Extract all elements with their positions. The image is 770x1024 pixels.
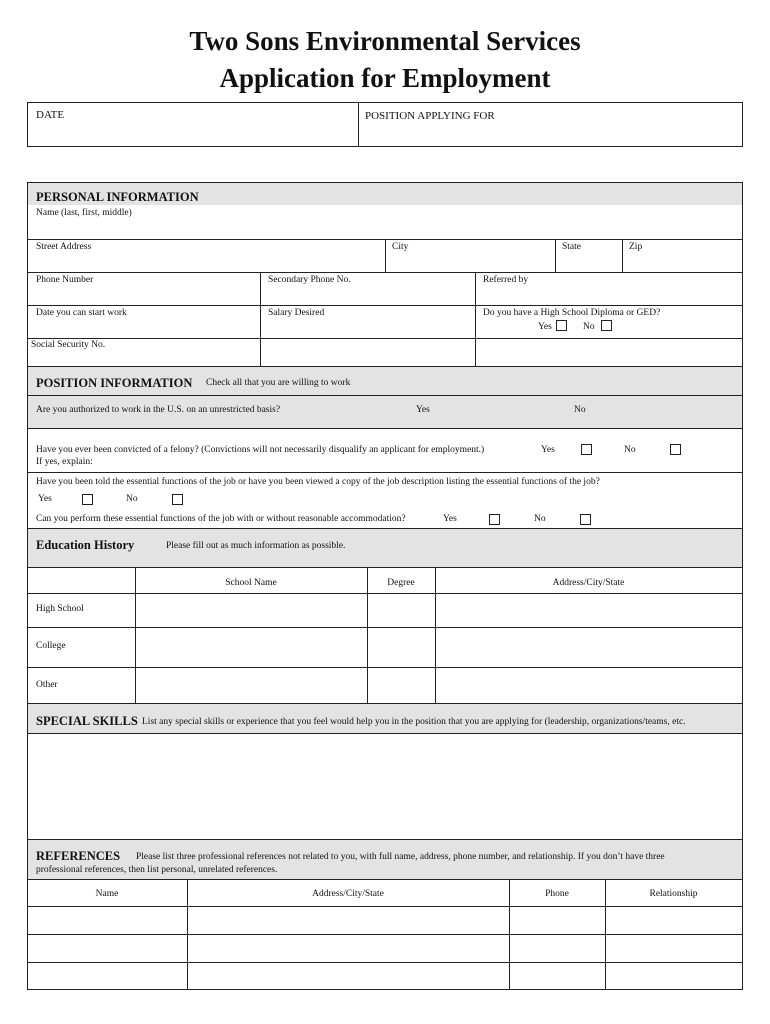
- education-note: Please fill out as much information as possible.: [166, 541, 346, 551]
- education-col-address: Address/City/State: [552, 578, 625, 588]
- references-note-line1: Please list three professional references not related to you, with full name, address, phone number, and relationship. If you don’t have three: [136, 852, 665, 862]
- salary-field[interactable]: [264, 320, 472, 336]
- divider: [475, 272, 476, 367]
- diploma-yes-label: Yes: [538, 322, 552, 332]
- start-date-label: Date you can start work: [36, 308, 127, 318]
- state-field[interactable]: [559, 254, 619, 270]
- high-school-degree-field[interactable]: [370, 597, 432, 625]
- position-heading: POSITION INFORMATION: [36, 376, 193, 390]
- essential-no-checkbox[interactable]: [172, 494, 183, 505]
- name-label: Name (last, first, middle): [36, 208, 132, 218]
- college-address-field[interactable]: [439, 631, 739, 664]
- reference-3-name-field[interactable]: [31, 965, 184, 987]
- row-line: [27, 627, 743, 628]
- ssn-field[interactable]: [32, 352, 257, 365]
- references-col-address: Address/City/State: [312, 889, 384, 899]
- reference-3-address-field[interactable]: [191, 965, 506, 987]
- reference-1-phone-field[interactable]: [513, 909, 602, 931]
- reference-2-address-field[interactable]: [191, 937, 506, 959]
- city-field[interactable]: [389, 254, 552, 270]
- row-line: [27, 962, 743, 963]
- references-col-phone: Phone: [545, 889, 569, 899]
- reference-2-phone-field[interactable]: [513, 937, 602, 959]
- secondary-phone-field[interactable]: [264, 287, 472, 303]
- zip-field[interactable]: [626, 254, 739, 270]
- divider: [385, 239, 386, 272]
- row-line: [27, 472, 743, 473]
- essential-yes-label: Yes: [38, 494, 52, 504]
- start-date-field[interactable]: [32, 320, 257, 336]
- college-degree-field[interactable]: [370, 631, 432, 664]
- divider: [260, 272, 261, 367]
- position-applying-field[interactable]: [363, 126, 739, 144]
- felony-question: Have you ever been convicted of a felony? (Convictions will not necessarily disqualify an applicant for employment.): [36, 445, 485, 455]
- reference-3-relationship-field[interactable]: [609, 965, 739, 987]
- phone-label: Phone Number: [36, 275, 94, 285]
- high-school-name-field[interactable]: [139, 597, 364, 625]
- perform-yes-label: Yes: [443, 514, 457, 524]
- row-line: [27, 906, 743, 907]
- diploma-no-label: No: [583, 322, 595, 332]
- street-label: Street Address: [36, 242, 92, 252]
- name-field[interactable]: [32, 220, 738, 237]
- reference-1-address-field[interactable]: [191, 909, 506, 931]
- high-school-address-field[interactable]: [439, 597, 739, 625]
- row-line: [27, 428, 743, 429]
- phone-field[interactable]: [32, 287, 257, 303]
- education-row-other: Other: [36, 680, 58, 690]
- references-note-line2: professional references, then list personal, unrelated references.: [36, 865, 278, 875]
- education-col-degree: Degree: [387, 578, 415, 588]
- education-row-college: College: [36, 641, 66, 651]
- references-col-relationship: Relationship: [649, 889, 698, 899]
- education-row-high-school: High School: [36, 604, 84, 614]
- row-line: [27, 879, 743, 880]
- reference-2-name-field[interactable]: [31, 937, 184, 959]
- education-col-school: School Name: [225, 578, 277, 588]
- referred-label: Referred by: [483, 275, 529, 285]
- perform-functions-question: Can you perform these essential functions of the job with or without reasonable accommodation?: [36, 514, 406, 524]
- diploma-no-checkbox[interactable]: [601, 320, 612, 331]
- felony-yes-checkbox[interactable]: [581, 444, 592, 455]
- secondary-phone-label: Secondary Phone No.: [268, 275, 351, 285]
- felony-explain-label: If yes, explain:: [36, 457, 93, 467]
- other-address-field[interactable]: [439, 671, 739, 701]
- row-line: [27, 733, 743, 734]
- perform-no-checkbox[interactable]: [580, 514, 591, 525]
- salary-label: Salary Desired: [268, 308, 325, 318]
- references-col-name: Name: [95, 889, 119, 899]
- personal-heading: PERSONAL INFORMATION: [36, 190, 199, 204]
- other-name-field[interactable]: [139, 671, 364, 701]
- row-line: [27, 934, 743, 935]
- row-line: [27, 667, 743, 668]
- date-label: DATE: [36, 109, 65, 121]
- divider: [358, 102, 359, 147]
- skills-note: List any special skills or experience that you feel would help you in the position that you are applying for (leadership, organizations/teams, etc.: [142, 717, 686, 727]
- position-applying-label: POSITION APPLYING FOR: [365, 110, 495, 122]
- row-line: [27, 305, 743, 306]
- felony-yes-label: Yes: [541, 445, 555, 455]
- felony-no-label: No: [624, 445, 636, 455]
- reference-2-relationship-field[interactable]: [609, 937, 739, 959]
- row-line: [27, 272, 743, 273]
- date-field[interactable]: [32, 124, 352, 144]
- referred-field[interactable]: [479, 287, 739, 303]
- felony-explain-field[interactable]: [100, 456, 730, 470]
- zip-label: Zip: [629, 242, 643, 252]
- diploma-yes-checkbox[interactable]: [556, 320, 567, 331]
- divider: [555, 239, 556, 272]
- row-line: [27, 395, 743, 396]
- skills-heading: SPECIAL SKILLS: [36, 714, 138, 728]
- references-heading: REFERENCES: [36, 849, 121, 863]
- form-title: Two Sons Environmental Services: [189, 26, 581, 56]
- education-header-bar: [28, 529, 742, 567]
- state-label: State: [562, 242, 581, 252]
- special-skills-field[interactable]: [32, 737, 738, 835]
- diploma-question: Do you have a High School Diploma or GED?: [483, 308, 661, 318]
- ssn-label: Social Security No.: [31, 340, 106, 350]
- authorized-question: Are you authorized to work in the U.S. on an unrestricted basis?: [36, 405, 281, 415]
- authorized-yes-label: Yes: [416, 405, 430, 415]
- reference-3-phone-field[interactable]: [513, 965, 602, 987]
- essential-functions-question: Have you been told the essential functions of the job or have you been viewed a copy of the job description listing the essential functions of the job?: [36, 477, 600, 487]
- college-name-field[interactable]: [139, 631, 364, 664]
- education-heading: Education History: [36, 538, 135, 552]
- other-degree-field[interactable]: [370, 671, 432, 701]
- position-note: Check all that you are willing to work: [206, 378, 351, 388]
- essential-yes-checkbox[interactable]: [82, 494, 93, 505]
- authorized-no-label: No: [574, 405, 586, 415]
- form-subtitle: Application for Employment: [219, 63, 551, 93]
- reference-1-relationship-field[interactable]: [609, 909, 739, 931]
- reference-1-name-field[interactable]: [31, 909, 184, 931]
- perform-yes-checkbox[interactable]: [489, 514, 500, 525]
- felony-no-checkbox[interactable]: [670, 444, 681, 455]
- essential-no-label: No: [126, 494, 138, 504]
- perform-no-label: No: [534, 514, 546, 524]
- row-line: [27, 593, 743, 594]
- row-line: [27, 338, 743, 339]
- divider: [622, 239, 623, 272]
- city-label: City: [392, 242, 409, 252]
- street-field[interactable]: [32, 254, 382, 270]
